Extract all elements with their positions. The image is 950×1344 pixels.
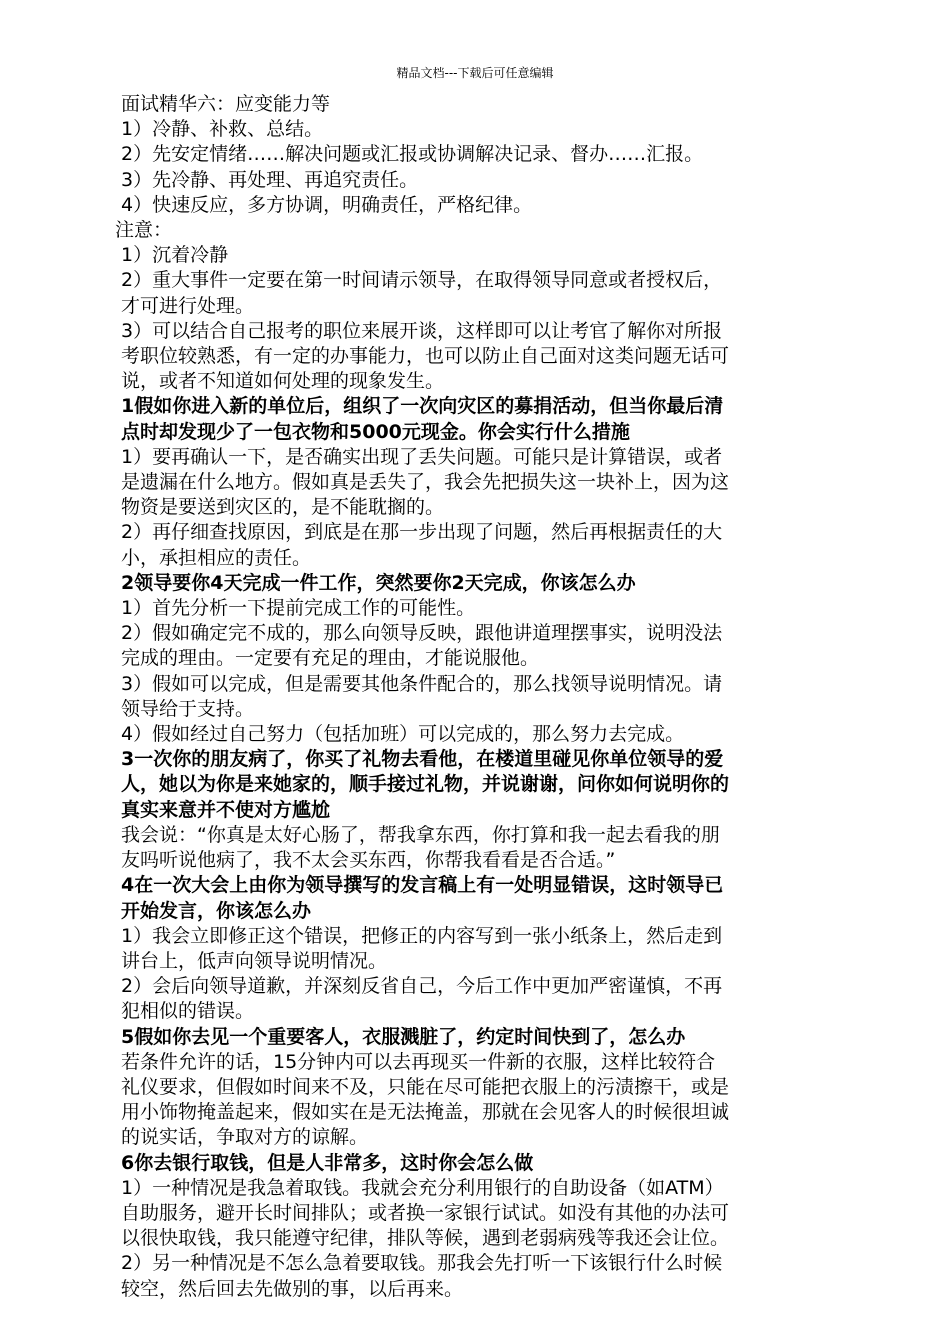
text-line: 1）冷静、补救、总结。 bbox=[121, 118, 324, 141]
text-line: 2）另一种情况是不怎么急着要取钱。那我会先打听一下该银行什么时候 bbox=[121, 1252, 723, 1275]
text-line: 1）我会立即修正这个错误，把修正的内容写到一张小纸条上，然后走到 bbox=[121, 924, 723, 947]
text-line: 礼仪要求，但假如时间来不及，只能在尽可能把衣服上的污渍擦干，或是 bbox=[121, 1075, 730, 1098]
text-line: 面试精华六：应变能力等 bbox=[121, 93, 331, 115]
question-heading-line: 5假如你去见一个重要客人，衣服溅脏了，约定时间快到了，怎么办 bbox=[121, 1025, 686, 1048]
text-line: 自助服务，避开长时间排队；或者换一家银行试试。如没有其他的办法可 bbox=[121, 1201, 730, 1224]
text-line: 若条件允许的话，15分钟内可以去再现买一件新的衣服，这样比较符合 bbox=[121, 1050, 716, 1073]
document-body bbox=[115, 92, 841, 1302]
text-line: 3）可以结合自己报考的职位来展开谈，这样即可以让考官了解你对所报 bbox=[121, 319, 723, 342]
text-line: 友吗听说他病了，我不太会买东西，你帮我看看是否合适。” bbox=[121, 849, 616, 872]
question-heading-line: 1假如你进入新的单位后，组织了一次向灾区的募捐活动，但当你最后清 bbox=[121, 395, 724, 418]
question-heading-line: 点时却发现少了一包衣物和5000元现金。你会实行什么措施 bbox=[121, 420, 630, 443]
question-heading-line: 开始发言，你该怎么办 bbox=[121, 899, 312, 922]
text-line: 物资是要送到灾区的，是不能耽搁的。 bbox=[121, 496, 445, 519]
text-line: 2）重大事件一定要在第一时间请示领导，在取得领导同意或者授权后， bbox=[121, 269, 723, 292]
text-line: 3）先冷静、再处理、再追究责任。 bbox=[121, 168, 419, 191]
text-line: 2）再仔细查找原因，到底是在那一步出现了问题，然后再根据责任的大 bbox=[121, 521, 723, 544]
text-line: 考职位较熟悉，有一定的办事能力，也可以防止自己面对这类问题无话可 bbox=[121, 345, 730, 368]
question-heading-line: 人，她以为你是来她家的，顺手接过礼物，并说谢谢，问你如何说明你的 bbox=[121, 773, 730, 796]
text-line: 完成的理由。一定要有充足的理由，才能说服他。 bbox=[121, 647, 540, 670]
text-line: 以很快取钱，我只能遵守纪律，排队等候，遇到老弱病残等我还会让位。 bbox=[121, 1227, 730, 1250]
text-line: 的说实话，争取对方的谅解。 bbox=[121, 1126, 369, 1149]
text-line: 1）要再确认一下，是否确实出现了丢失问题。可能只是计算错误，或者 bbox=[121, 445, 723, 468]
page-header: 精品文档---下载后可任意编辑 bbox=[396, 66, 554, 80]
text-line: 2）会后向领导道歉，并深刻反省自己，今后工作中更加严密谨慎，不再 bbox=[121, 975, 723, 998]
text-line: 2）假如确定完不成的，那么向领导反映，跟他讲道理摆事实，说明没法 bbox=[121, 622, 723, 645]
text-line: 小，承担相应的责任。 bbox=[121, 546, 312, 569]
text-line: 用小饰物掩盖起来，假如实在是无法掩盖，那就在会见客人的时候很坦诚 bbox=[121, 1101, 730, 1124]
text-line: 4）假如经过自己努力（包括加班）可以完成的，那么努力去完成。 bbox=[121, 723, 685, 746]
text-line: 是遗漏在什么地方。假如真是丢失了，我会先把损失这一块补上，因为这 bbox=[121, 471, 730, 494]
text-line: 领导给于支持。 bbox=[121, 697, 255, 720]
text-line: 较空，然后回去先做别的事，以后再来。 bbox=[121, 1277, 464, 1300]
text-line: 4）快速反应，多方协调，明确责任，严格纪律。 bbox=[121, 193, 533, 216]
text-line: 我会说：“你真是太好心肠了，帮我拿东西，你打算和我一起去看我的朋 bbox=[121, 823, 720, 846]
text-line: 说，或者不知道如何处理的现象发生。 bbox=[121, 370, 445, 393]
question-heading-line: 6你去银行取钱，但是人非常多，这时你会怎么做 bbox=[121, 1151, 534, 1174]
text-line: 犯相似的错误。 bbox=[121, 1000, 255, 1023]
text-line: 1）沉着冷静 bbox=[121, 244, 229, 267]
text-line: 才可进行处理。 bbox=[121, 294, 255, 317]
question-heading-line: 2领导要你4天完成一件工作，突然要你2天完成，你该怎么办 bbox=[121, 571, 636, 594]
text-line: 2）先安定情绪……解决问题或汇报或协调解决记录、督办……汇报。 bbox=[121, 143, 704, 166]
note-label: 注意： bbox=[115, 219, 173, 242]
question-heading-line: 真实来意并不使对方尴尬 bbox=[121, 798, 331, 821]
question-heading-line: 3一次你的朋友病了，你买了礼物去看他，在楼道里碰见你单位领导的爱 bbox=[121, 748, 724, 771]
text-line: 1）首先分析一下提前完成工作的可能性。 bbox=[121, 597, 476, 620]
text-line: 3）假如可以完成，但是需要其他条件配合的，那么找领导说明情况。请 bbox=[121, 672, 723, 695]
text-line: 1）一种情况是我急着取钱。我就会充分利用银行的自助设备（如ATM） bbox=[121, 1176, 724, 1199]
text-line: 讲台上，低声向领导说明情况。 bbox=[121, 949, 388, 972]
question-heading-line: 4在一次大会上由你为领导撰写的发言稿上有一处明显错误，这时领导已 bbox=[121, 874, 724, 897]
